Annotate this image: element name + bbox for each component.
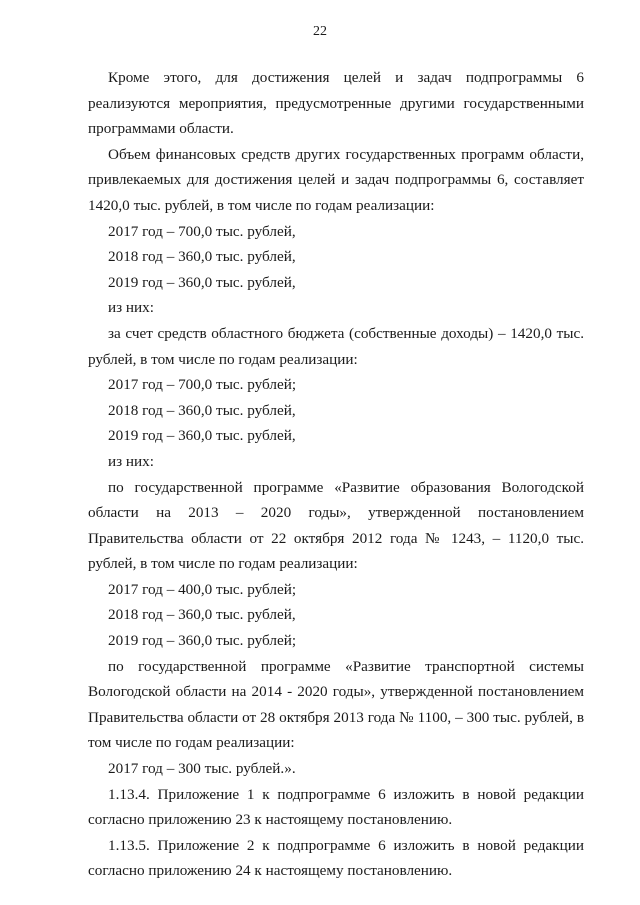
of-them-label: из них: [108,452,154,470]
document-body [88,65,584,884]
year-line-2019: 2019 год – 360,0 тыс. рублей, [108,427,296,445]
paragraph-transport-program: по государственной программе «Развитие транспортной системы Вологодской области на 2014 - 2020 годы», утвержденной постановлением Правительства области от 28 октября 2013 года № 1100, – 300 тыс. рублей, в том числе по годам реализации: [88,657,584,752]
year-line-2017: 2017 год – 700,0 тыс. рублей, [108,222,296,240]
paragraph-education-program: по государственной программе «Развитие образования Вологодской области на 2013 – 2020 годы», утвержденной постановлением Правительства области от 22 октября 2012 года № 1243, – 1120,0 тыс. рублей, в том числе по годам реализации: [88,478,584,573]
paragraph-appendix-2: 1.13.5. Приложение 2 к подпрограмме 6 изложить в новой редакции согласно приложению 24 к настоящему постановлению. [88,836,584,880]
paragraph-appendix-1: 1.13.4. Приложение 1 к подпрограмме 6 изложить в новой редакции согласно приложению 23 к настоящему постановлению. [88,785,584,829]
year-line-2018: 2018 год – 360,0 тыс. рублей, [108,401,296,419]
year-line-2017: 2017 год – 400,0 тыс. рублей; [108,580,297,598]
year-line-2018: 2018 год – 360,0 тыс. рублей, [108,248,296,266]
year-line-2017: 2017 год – 300 тыс. рублей.». [108,760,296,778]
paragraph-funding-total: Объем финансовых средств других государственных программ области, привлекаемых для достижения целей и задач подпрограммы 6, составляет 1420,0 тыс. рублей, в том числе по годам реализации: [88,145,584,214]
year-line-2019: 2019 год – 360,0 тыс. рублей; [108,632,297,650]
paragraph-regional-budget: за счет средств областного бюджета (собственные доходы) – 1420,0 тыс. рублей, в том числе по годам реализации: [88,324,584,368]
of-them-label: из них: [108,299,154,317]
year-line-2017: 2017 год – 700,0 тыс. рублей; [108,376,297,394]
year-line-2019: 2019 год – 360,0 тыс. рублей, [108,273,296,291]
page-number: 22 [313,24,327,39]
paragraph-intro: Кроме этого, для достижения целей и задач подпрограммы 6 реализуются мероприятия, предусмотренные другими государственными программами области. [88,69,584,138]
year-line-2018: 2018 год – 360,0 тыс. рублей, [108,606,296,624]
